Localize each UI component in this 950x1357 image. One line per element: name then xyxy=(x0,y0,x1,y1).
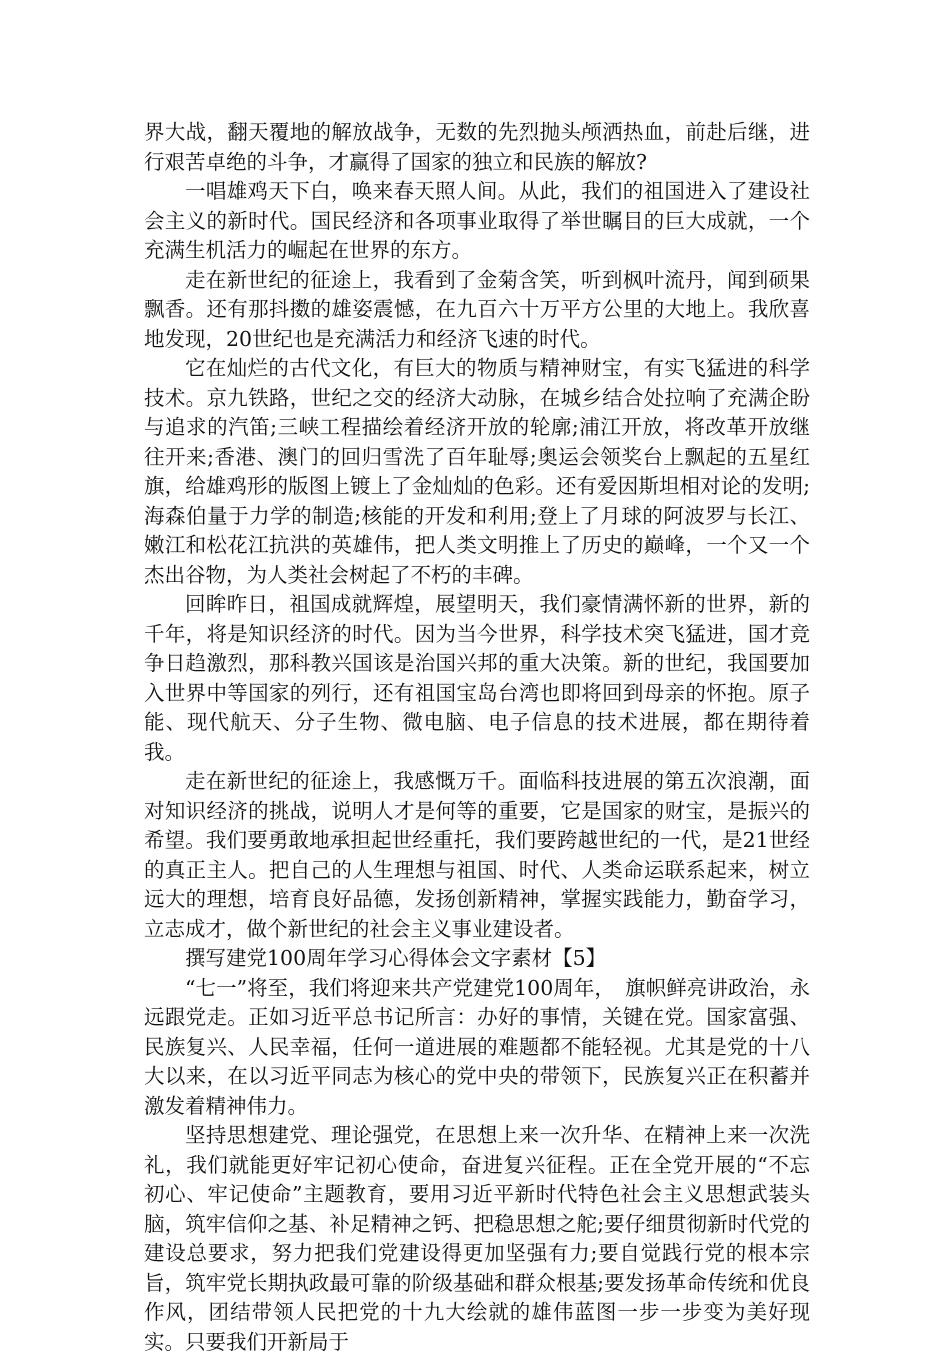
paragraph-6: 走在新世纪的征途上，我感慨万千。面临科技进展的第五次浪潮，面对知识经济的挑战，说明人才是何等的重要，它是国家的财宝，是振兴的希望。我们要勇敢地承担起世经重托，我们要跨越世纪的一代，是21世经的真正主人。把自己的人生理想与祖国、时代、人类命运联系起来，树立远大的理想，培育良好品德，发扬创新精神，掌握实践能力，勤奋学习，立志成才，做个新世纪的社会主义事业建设者。 xyxy=(144,769,810,941)
paragraph-8: 坚持思想建党、理论强党，在思想上来一次升华、在精神上来一次洗礼，我们就能更好牢记初心使命，奋进复兴征程。正在全党开展的“不忘初心、牢记使命”主题教育，要用习近平新时代特色社会主义思想武装头脑，筑牢信仰之基、补足精神之钙、把稳思想之舵;要仔细贯彻新时代党的建设总要求，努力把我们党建设得更加坚强有力;要自觉践行党的根本宗旨，筑牢党长期执政最可靠的阶级基础和群众根基;要发扬革命传统和优良作风，团结带领人民把党的十九大绘就的雄伟蓝图一步一步变为美好现实。只要我们开新局于 xyxy=(144,1123,810,1354)
paragraph-2: 一唱雄鸡天下白，唤来春天照人间。从此，我们的祖国进入了建设社会主义的新时代。国民经济和各项事业取得了举世瞩目的巨大成就，一个充满生机活力的崛起在世界的东方。 xyxy=(144,179,810,262)
section-heading: 撰写建党100周年学习心得体会文字素材【5】 xyxy=(185,946,607,970)
paragraph-5: 回眸昨日，祖国成就辉煌，展望明天，我们豪情满怀新的世界，新的千年，将是知识经济的时代。因为当今世界，科学技术突飞猛进，国才竞争日趋激烈，那科教兴国该是治国兴邦的重大决策。新的世纪，我国要加入世界中等国家的列行，还有祖国宝岛台湾也即将回到母亲的怀抱。原子能、现代航天、分子生物、微电脑、电子信息的技术进展，都在期待着我。 xyxy=(144,592,810,764)
document-body xyxy=(144,118,810,1357)
paragraph-7: “七一”将至，我们将迎来共产党建党100周年， 旗帜鲜亮讲政治，永远跟党走。正如习近平总书记所言：办好的事情，关键在党。国家富强、民族复兴、人民幸福，任何一道进展的难题都不能轻视。尤其是党的十八大以来，在以习近平同志为核心的党中央的带领下，民族复兴正在积蓄并激发着精神伟力。 xyxy=(144,975,810,1118)
paragraph-1: 界大战，翻天覆地的解放战争，无数的先烈抛头颅洒热血，前赴后继，进行艰苦卓绝的斗争，才赢得了国家的独立和民族的解放? xyxy=(144,120,810,174)
paragraph-4: 它在灿烂的古代文化，有巨大的物质与精神财宝，有实飞猛进的科学技术。京九铁路，世纪之交的经济大动脉，在城乡结合处拉响了充满企盼与追求的汽笛;三峡工程描绘着经济开放的轮廓;浦江开放，将改革开放继往开来;香港、澳门的回归雪洗了百年耻辱;奥运会领奖台上飘起的五星红旗，给雄鸡形的版图上镀上了金灿灿的色彩。还有爱因斯坦相对论的发明;海森伯量于力学的制造;核能的开发和利用;登上了月球的阿波罗与长江、嫩江和松花江抗洪的英雄伟，把人类文明推上了历史的巅峰，一个又一个杰出谷物，为人类社会树起了不朽的丰碑。 xyxy=(144,356,810,587)
paragraph-3: 走在新世纪的征途上，我看到了金菊含笑，听到枫叶流丹，闻到硕果飘香。还有那抖擞的雄姿震憾，在九百六十万平方公里的大地上。我欣喜地发现，20世纪也是充满活力和经济飞速的时代。 xyxy=(144,267,810,351)
